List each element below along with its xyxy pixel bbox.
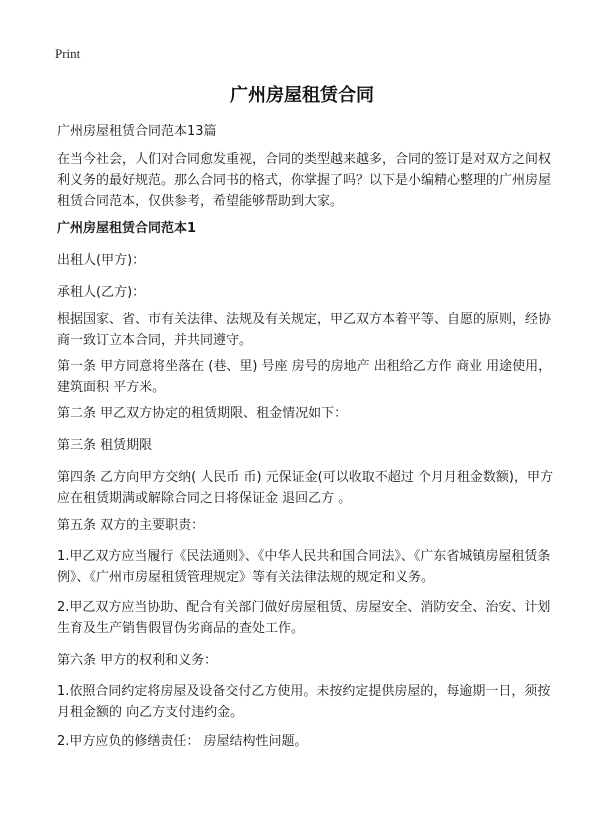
print-link[interactable]: Print xyxy=(55,46,81,61)
section-heading: 广州房屋租赁合同范本1 xyxy=(57,221,197,236)
document-title: 广州房屋租赁合同 xyxy=(230,85,374,106)
article-5-item-1: 1.甲乙双方应当履行《民法通则》、《中华人民共和国合同法》、《广东省城镇房屋租赁条例》、《广州市房屋租赁管理规定》等有关法律法规的规定和义务。 xyxy=(57,549,551,585)
article-5: 第五条 双方的主要职责： xyxy=(57,518,205,533)
lessor-line: 出租人(甲方)： xyxy=(57,253,146,268)
article-4: 第四条 乙方向甲方交纳( 人民币 币) 元保证金(可以收取不超过 个月月租金数额)，甲方应在租赁期满或解除合同之日将保证金 退回乙方 。 xyxy=(57,470,553,506)
article-2: 第二条 甲乙双方协定的租赁期限、租金情况如下： xyxy=(57,406,348,421)
article-6-item-1: 1.依照合同约定将房屋及设备交付乙方使用。未按约定提供房屋的，每逾期一日，须按月租金额的 向乙方支付违约金。 xyxy=(57,684,551,720)
intro-paragraph: 在当今社会，人们对合同愈发重视，合同的类型越来越多，合同的签订是对双方之间权利义务的最好规范。那么合同书的格式，你掌握了吗？以下是小编精心整理的广州房屋租赁合同范本，仅供参考，希望能够帮助到大家。 xyxy=(57,152,552,209)
preamble-paragraph: 根据国家、省、市有关法律、法规及有关规定，甲乙双方本着平等、自愿的原则，经协商一致订立本合同，并共同遵守。 xyxy=(57,312,552,348)
article-6: 第六条 甲方的权利和义务： xyxy=(57,653,218,668)
lessee-line: 承租人(乙方)： xyxy=(57,285,146,300)
article-1: 第一条 甲方同意将坐落在 (巷、里) 号座 房号的房地产 出租给乙方作 商业 用途使用，建筑面积 平方米。 xyxy=(57,359,552,395)
article-6-item-2: 2.甲方应负的修缮责任： 房屋结构性问题。 xyxy=(57,734,308,749)
article-3: 第三条 租赁期限 xyxy=(57,438,153,453)
document-subtitle: 广州房屋租赁合同范本13篇 xyxy=(57,124,217,139)
article-5-item-2: 2.甲乙双方应当协助、配合有关部门做好房屋租赁、房屋安全、消防安全、治安、计划生育及生产销售假冒伪劣商品的查处工作。 xyxy=(57,600,551,636)
